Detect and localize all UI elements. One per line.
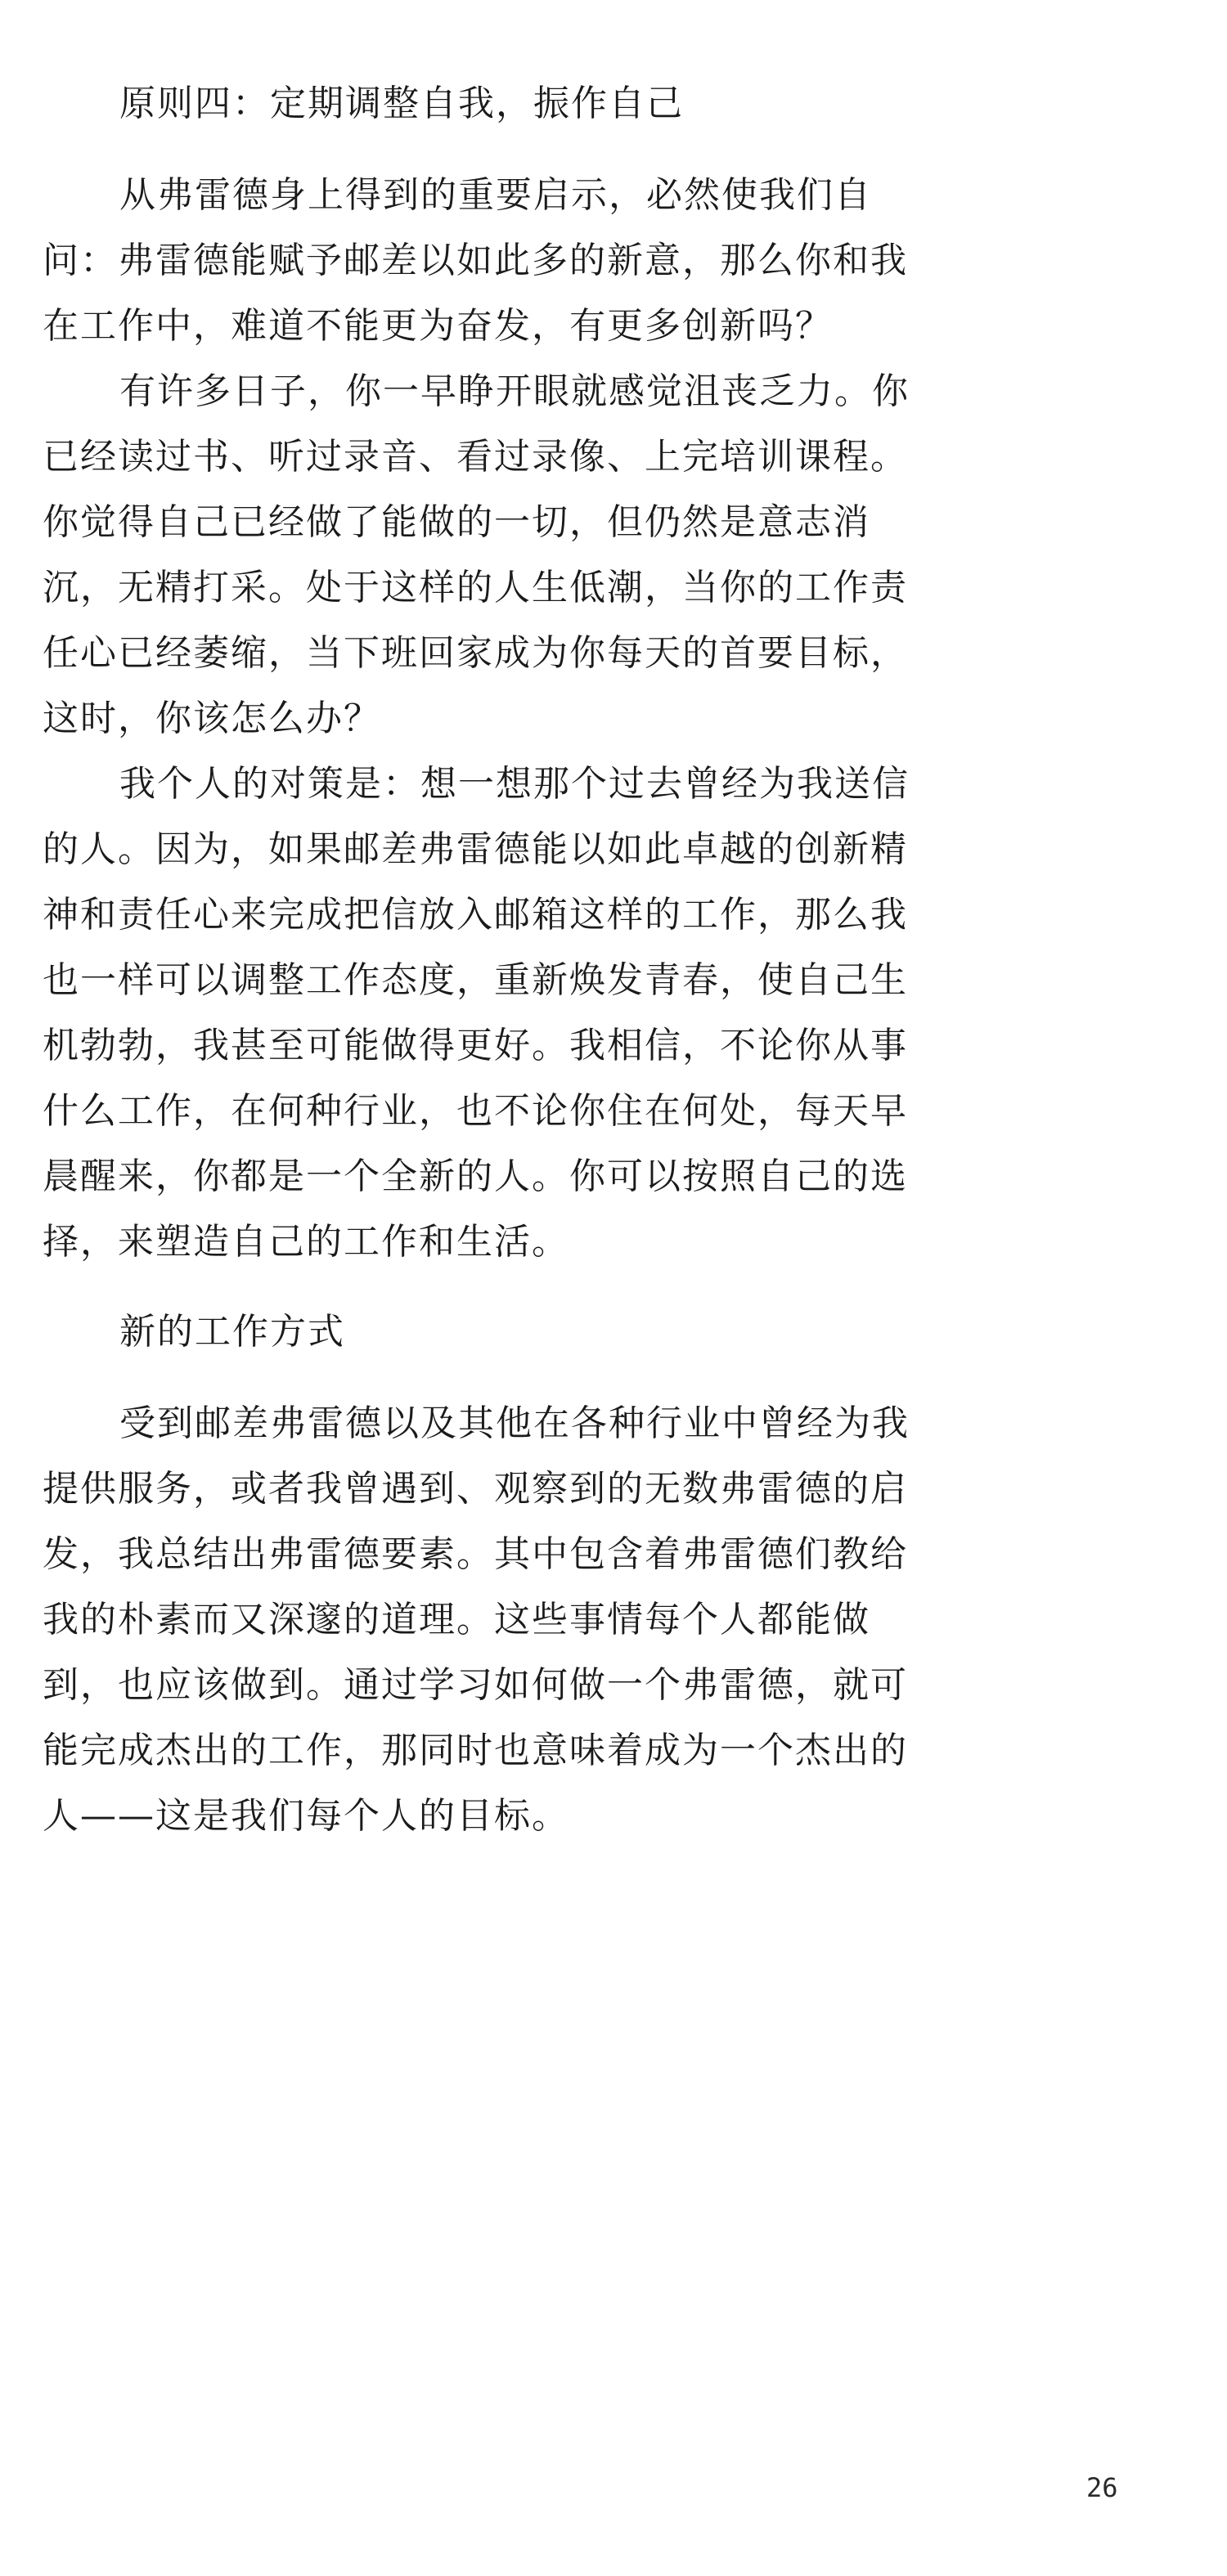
paragraph-line: 沉，无精打采。处于这样的人生低潮，当你的工作责 (43, 567, 908, 608)
paragraph-line: 发，我总结出弗雷德要素。其中包含着弗雷德们教给 (43, 1533, 908, 1575)
paragraph-line: 什么工作，在何种行业，也不论你住在何处，每天早 (43, 1090, 908, 1132)
paragraph-line: 也一样可以调整工作态度，重新焕发青春，使自己生 (43, 959, 908, 1001)
paragraph-line: 到，也应该做到。通过学习如何做一个弗雷德，就可 (43, 1664, 908, 1706)
paragraph-line: 已经读过书、听过录音、看过录像、上完培训课程。 (43, 436, 908, 478)
section-heading-principle-four: 原则四：定期调整自我，振作自己 (119, 83, 684, 124)
paragraph-line: 受到邮差弗雷德以及其他在各种行业中曾经为我 (119, 1402, 910, 1444)
paragraph-line: 机勃勃，我甚至可能做得更好。我相信，不论你从事 (43, 1025, 908, 1066)
section-heading-new-way-of-working: 新的工作方式 (119, 1311, 345, 1353)
paragraph-line: 问：弗雷德能赋予邮差以如此多的新意，那么你和我 (43, 240, 908, 281)
paragraph-line: 这时，你该怎么办？ (43, 698, 381, 739)
paragraph-line: 有许多日子，你一早睁开眼就感觉沮丧乏力。你 (119, 370, 910, 412)
paragraph-line: 神和责任心来完成把信放入邮箱这样的工作，那么我 (43, 894, 908, 936)
paragraph-line: 你觉得自己已经做了能做的一切，但仍然是意志消 (43, 501, 870, 543)
paragraph-line: 能完成杰出的工作，那同时也意味着成为一个杰出的 (43, 1730, 908, 1771)
paragraph-line: 的人。因为，如果邮差弗雷德能以如此卓越的创新精 (43, 828, 908, 870)
paragraph-line: 我个人的对策是：想一想那个过去曾经为我送信 (119, 763, 910, 805)
paragraph-line: 我的朴素而又深邃的道理。这些事情每个人都能做 (43, 1599, 870, 1640)
paragraph-line: 晨醒来，你都是一个全新的人。你可以按照自己的选 (43, 1156, 908, 1197)
paragraph-line: 从弗雷德身上得到的重要启示，必然使我们自 (119, 174, 872, 216)
paragraph-line: 在工作中，难道不能更为奋发，有更多创新吗？ (43, 305, 833, 347)
paragraph-line: 择，来塑造自己的工作和生活。 (43, 1221, 569, 1263)
paragraph-line: 提供服务，或者我曾遇到、观察到的无数弗雷德的启 (43, 1468, 908, 1510)
paragraph-line: 人——这是我们每个人的目标。 (43, 1795, 569, 1837)
paragraph-line: 任心已经萎缩，当下班回家成为你每天的首要目标， (43, 632, 908, 674)
page-number: 26 (1086, 2472, 1118, 2503)
